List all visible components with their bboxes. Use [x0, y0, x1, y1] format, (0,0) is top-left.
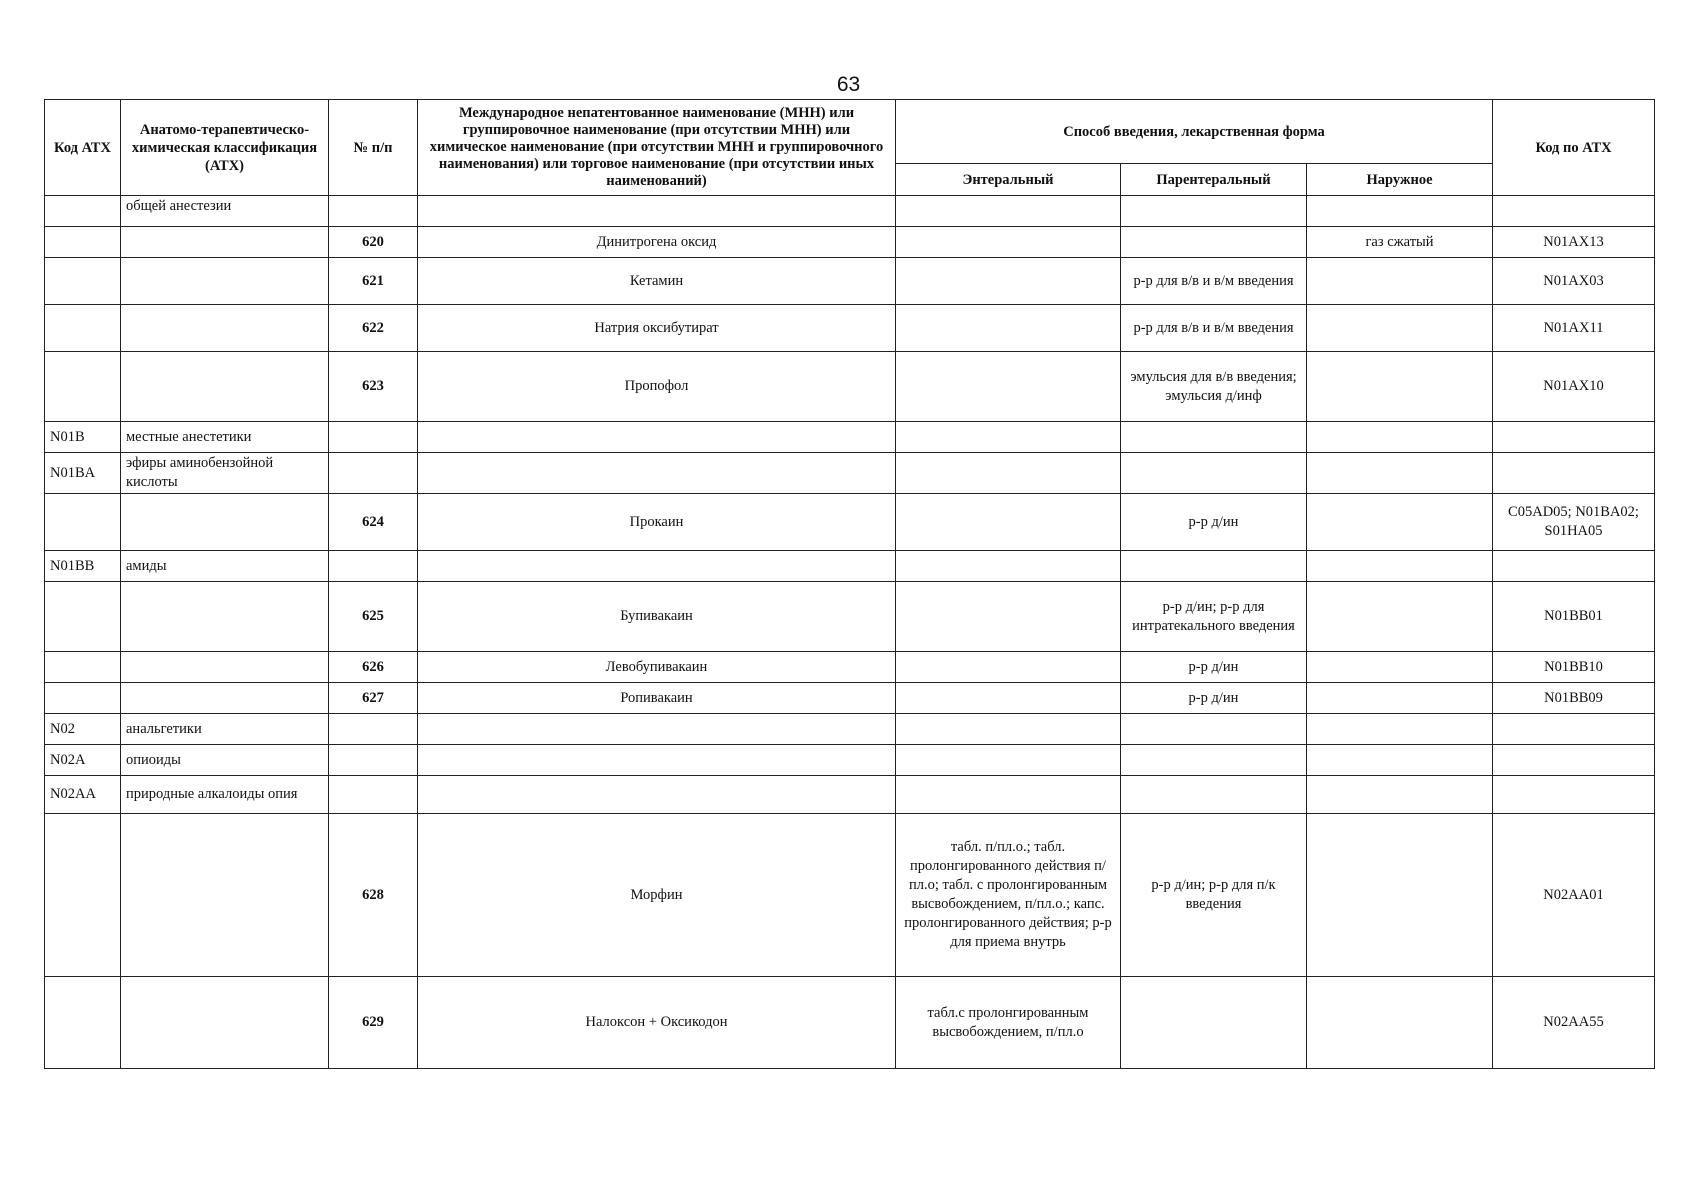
- atc-group-code: N02: [45, 714, 121, 745]
- classification-cell: [121, 227, 329, 258]
- item-number: [329, 551, 418, 582]
- external-form: [1307, 196, 1493, 227]
- classification-cell: [121, 582, 329, 652]
- atc-code: [1493, 196, 1655, 227]
- drug-name: Налоксон + Оксикодон: [418, 977, 896, 1069]
- parenteral-form: р-р для в/в и в/м введения: [1121, 258, 1307, 305]
- parenteral-form: [1121, 453, 1307, 494]
- header-code: Код АТХ: [45, 100, 121, 196]
- atc-group-code: N01B: [45, 422, 121, 453]
- drug-list-table: [44, 99, 1655, 1069]
- external-form: [1307, 814, 1493, 977]
- item-number: [329, 745, 418, 776]
- item-number: 620: [329, 227, 418, 258]
- header-parenteral: Парентеральный: [1121, 164, 1307, 196]
- item-number: 627: [329, 683, 418, 714]
- atc-code: N01AX10: [1493, 352, 1655, 422]
- parenteral-form: [1121, 196, 1307, 227]
- table-row: [45, 196, 1655, 227]
- drug-name: Прокаин: [418, 494, 896, 551]
- atc-group-code: N01BB: [45, 551, 121, 582]
- enteral-form: [896, 422, 1121, 453]
- atc-code: [1493, 551, 1655, 582]
- enteral-form: [896, 352, 1121, 422]
- table-body: [45, 196, 1655, 1069]
- atc-code: N02AA01: [1493, 814, 1655, 977]
- header-route: Способ введения, лекарственная форма: [896, 100, 1493, 164]
- table-row: [45, 453, 1655, 494]
- enteral-form: [896, 683, 1121, 714]
- table-row: [45, 258, 1655, 305]
- atc-code: [1493, 714, 1655, 745]
- enteral-form: [896, 453, 1121, 494]
- drug-name: [418, 776, 896, 814]
- classification-cell: анальгетики: [121, 714, 329, 745]
- atc-group-code: [45, 683, 121, 714]
- parenteral-form: р-р д/ин: [1121, 494, 1307, 551]
- atc-group-code: N01BA: [45, 453, 121, 494]
- external-form: [1307, 352, 1493, 422]
- external-form: [1307, 258, 1493, 305]
- external-form: [1307, 714, 1493, 745]
- parenteral-form: р-р для в/в и в/м введения: [1121, 305, 1307, 352]
- classification-cell: местные анестетики: [121, 422, 329, 453]
- classification-cell: природные алкалоиды опия: [121, 776, 329, 814]
- classification-cell: [121, 258, 329, 305]
- item-number: 623: [329, 352, 418, 422]
- classification-cell: [121, 683, 329, 714]
- external-form: [1307, 453, 1493, 494]
- enteral-form: табл. п/пл.о.; табл. пролонгированного действия п/пл.о; табл. с пролонгированным высвобождением, п/пл.о.; капс. пролонгированного действия; р-р для приема внутрь: [896, 814, 1121, 977]
- atc-code: [1493, 453, 1655, 494]
- table-row: [45, 652, 1655, 683]
- item-number: 626: [329, 652, 418, 683]
- external-form: [1307, 776, 1493, 814]
- table-row: [45, 551, 1655, 582]
- parenteral-form: р-р д/ин: [1121, 683, 1307, 714]
- header-atc-code: Код по АТХ: [1493, 100, 1655, 196]
- parenteral-form: [1121, 776, 1307, 814]
- atc-group-code: [45, 196, 121, 227]
- item-number: 625: [329, 582, 418, 652]
- item-number: 624: [329, 494, 418, 551]
- atc-code: N01AX03: [1493, 258, 1655, 305]
- table-row: [45, 352, 1655, 422]
- classification-cell: [121, 977, 329, 1069]
- atc-code: N01BB10: [1493, 652, 1655, 683]
- atc-group-code: [45, 305, 121, 352]
- parenteral-form: р-р д/ин; р-р для интратекального введения: [1121, 582, 1307, 652]
- table-row: [45, 494, 1655, 551]
- classification-cell: амиды: [121, 551, 329, 582]
- header-number: № п/п: [329, 100, 418, 196]
- atc-code: [1493, 776, 1655, 814]
- item-number: [329, 714, 418, 745]
- atc-group-code: [45, 582, 121, 652]
- table-row: [45, 582, 1655, 652]
- table-row: [45, 814, 1655, 977]
- enteral-form: [896, 305, 1121, 352]
- table-row: [45, 977, 1655, 1069]
- atc-code: [1493, 422, 1655, 453]
- external-form: [1307, 977, 1493, 1069]
- enteral-form: [896, 551, 1121, 582]
- enteral-form: табл.с пролонгированным высвобождением, п/пл.о: [896, 977, 1121, 1069]
- table-row: [45, 745, 1655, 776]
- table-row: [45, 227, 1655, 258]
- item-number: 621: [329, 258, 418, 305]
- external-form: [1307, 551, 1493, 582]
- parenteral-form: [1121, 714, 1307, 745]
- drug-name: Кетамин: [418, 258, 896, 305]
- enteral-form: [896, 227, 1121, 258]
- drug-name: [418, 196, 896, 227]
- drug-name: Бупивакаин: [418, 582, 896, 652]
- table-row: [45, 776, 1655, 814]
- item-number: [329, 196, 418, 227]
- atc-code: N01BB01: [1493, 582, 1655, 652]
- external-form: [1307, 494, 1493, 551]
- parenteral-form: эмульсия для в/в введения; эмульсия д/инф: [1121, 352, 1307, 422]
- external-form: газ сжатый: [1307, 227, 1493, 258]
- drug-name: [418, 551, 896, 582]
- atc-group-code: N02A: [45, 745, 121, 776]
- table-row: [45, 422, 1655, 453]
- drug-name: Левобупивакаин: [418, 652, 896, 683]
- atc-code: N01AX11: [1493, 305, 1655, 352]
- atc-group-code: [45, 227, 121, 258]
- enteral-form: [896, 745, 1121, 776]
- drug-name: Пропофол: [418, 352, 896, 422]
- atc-group-code: [45, 814, 121, 977]
- table-row: [45, 683, 1655, 714]
- external-form: [1307, 683, 1493, 714]
- parenteral-form: р-р д/ин; р-р для п/к введения: [1121, 814, 1307, 977]
- enteral-form: [896, 196, 1121, 227]
- atc-group-code: [45, 352, 121, 422]
- parenteral-form: [1121, 745, 1307, 776]
- external-form: [1307, 745, 1493, 776]
- classification-cell: [121, 305, 329, 352]
- table-row: [45, 714, 1655, 745]
- enteral-form: [896, 652, 1121, 683]
- header-enteral: Энтеральный: [896, 164, 1121, 196]
- classification-cell: [121, 652, 329, 683]
- item-number: 629: [329, 977, 418, 1069]
- table-row: [45, 305, 1655, 352]
- classification-cell: опиоиды: [121, 745, 329, 776]
- parenteral-form: [1121, 422, 1307, 453]
- classification-cell: общей анестезии: [121, 196, 329, 227]
- atc-code: N01AX13: [1493, 227, 1655, 258]
- classification-cell: [121, 352, 329, 422]
- external-form: [1307, 582, 1493, 652]
- atc-group-code: [45, 652, 121, 683]
- parenteral-form: р-р д/ин: [1121, 652, 1307, 683]
- classification-cell: [121, 814, 329, 977]
- drug-name: Натрия оксибутират: [418, 305, 896, 352]
- header-external: Наружное: [1307, 164, 1493, 196]
- drug-name: [418, 745, 896, 776]
- drug-name: [418, 453, 896, 494]
- enteral-form: [896, 776, 1121, 814]
- header-classification: Анатомо-терапевтическо-химическая классификация (АТХ): [121, 100, 329, 196]
- item-number: 628: [329, 814, 418, 977]
- item-number: [329, 422, 418, 453]
- enteral-form: [896, 714, 1121, 745]
- atc-group-code: [45, 494, 121, 551]
- drug-name: Динитрогена оксид: [418, 227, 896, 258]
- page-number: 63: [836, 73, 861, 96]
- item-number: [329, 453, 418, 494]
- parenteral-form: [1121, 227, 1307, 258]
- enteral-form: [896, 582, 1121, 652]
- item-number: 622: [329, 305, 418, 352]
- atc-group-code: [45, 258, 121, 305]
- drug-name: [418, 714, 896, 745]
- atc-group-code: [45, 977, 121, 1069]
- external-form: [1307, 652, 1493, 683]
- header-name: Международное непатентованное наименование (МНН) или группировочное наименование (при отсутствии МНН) или химическое наименование (при отсутствии МНН и группировочного наименования) или торговое наименование (при отсутствии иных наименований): [418, 100, 896, 196]
- item-number: [329, 776, 418, 814]
- classification-cell: [121, 494, 329, 551]
- external-form: [1307, 305, 1493, 352]
- external-form: [1307, 422, 1493, 453]
- atc-code: C05AD05; N01BA02; S01HA05: [1493, 494, 1655, 551]
- atc-code: [1493, 745, 1655, 776]
- enteral-form: [896, 494, 1121, 551]
- atc-code: N02AA55: [1493, 977, 1655, 1069]
- drug-name: Ропивакаин: [418, 683, 896, 714]
- classification-cell: эфиры аминобензойной кислоты: [121, 453, 329, 494]
- parenteral-form: [1121, 551, 1307, 582]
- atc-code: N01BB09: [1493, 683, 1655, 714]
- drug-name: Морфин: [418, 814, 896, 977]
- atc-group-code: N02AA: [45, 776, 121, 814]
- enteral-form: [896, 258, 1121, 305]
- parenteral-form: [1121, 977, 1307, 1069]
- drug-name: [418, 422, 896, 453]
